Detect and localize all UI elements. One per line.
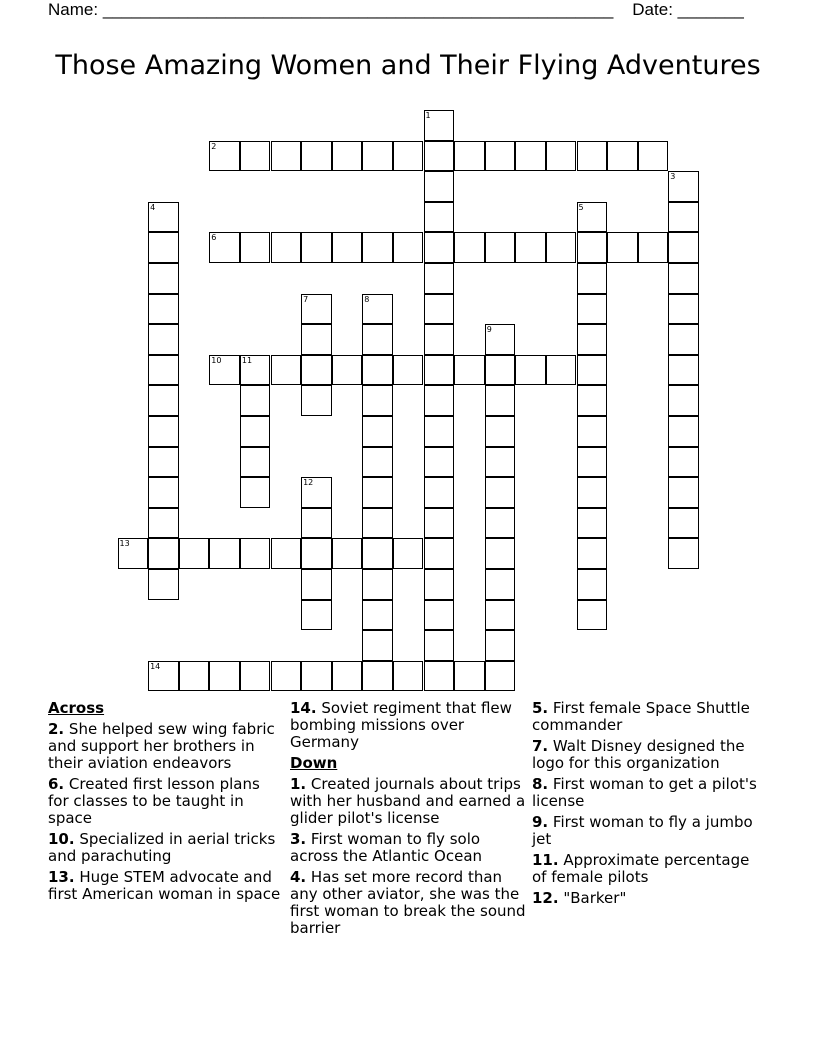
grid-cell[interactable] (577, 416, 608, 447)
grid-cell[interactable] (668, 416, 699, 447)
grid-cell[interactable] (179, 661, 210, 692)
grid-cell[interactable] (301, 600, 332, 631)
grid-cell[interactable] (577, 447, 608, 478)
grid-cell[interactable] (607, 232, 638, 263)
grid-cell[interactable] (638, 232, 669, 263)
grid-cell[interactable] (485, 477, 516, 508)
grid-cell[interactable] (485, 661, 516, 692)
grid-cell[interactable] (454, 232, 485, 263)
grid-cell[interactable] (362, 385, 393, 416)
page-title: Those Amazing Women and Their Flying Adventures (55, 50, 761, 81)
grid-cell[interactable] (271, 355, 302, 386)
grid-cell[interactable] (424, 141, 455, 172)
grid-cell[interactable] (454, 141, 485, 172)
cell-number: 13 (119, 539, 130, 549)
down-heading: Down (290, 754, 338, 772)
clue-text: Approximate percentage of female pilots (532, 851, 750, 886)
clue-down-9 (532, 814, 768, 848)
grid-cell[interactable] (332, 661, 363, 692)
grid-cell[interactable] (148, 538, 179, 569)
grid-cell[interactable] (209, 661, 240, 692)
grid-cell[interactable] (577, 141, 608, 172)
grid-cell[interactable] (577, 508, 608, 539)
grid-cell[interactable] (424, 171, 455, 202)
grid-cell[interactable] (393, 661, 424, 692)
grid-cell[interactable] (118, 538, 149, 569)
clue-number: 10. (48, 830, 75, 848)
date-blank[interactable]: _______ (677, 0, 744, 19)
clue-text: First woman to fly solo across the Atlantic Ocean (290, 830, 483, 865)
clue-text: Created first lesson plans for classes to be taught in space (48, 775, 260, 827)
clue-number: 3. (290, 830, 307, 848)
clue-text: Has set more record than any other aviator, she was the first woman to break the sound barrier (290, 868, 526, 937)
grid-cell[interactable] (240, 232, 271, 263)
grid-cell[interactable] (148, 294, 179, 325)
clue-number: 8. (532, 775, 549, 793)
grid-cell[interactable] (424, 538, 455, 569)
grid-cell[interactable] (301, 355, 332, 386)
grid-cell[interactable] (485, 630, 516, 661)
grid-cell[interactable] (393, 538, 424, 569)
grid-cell[interactable] (668, 538, 699, 569)
grid-cell[interactable] (148, 202, 179, 233)
grid-cell[interactable] (362, 538, 393, 569)
clue-down-4 (290, 869, 526, 937)
grid-cell[interactable] (577, 202, 608, 233)
grid-cell[interactable] (424, 202, 455, 233)
clue-number: 13. (48, 868, 75, 886)
cell-number: 11 (241, 355, 253, 365)
grid-cell[interactable] (424, 600, 455, 631)
grid-cell[interactable] (393, 232, 424, 263)
clue-number: 2. (48, 720, 65, 738)
clue-number: 1. (290, 775, 307, 793)
grid-cell[interactable] (362, 447, 393, 478)
grid-cell[interactable] (424, 630, 455, 661)
grid-cell[interactable] (424, 263, 455, 294)
grid-cell[interactable] (240, 447, 271, 478)
grid-cell[interactable] (301, 569, 332, 600)
grid-cell[interactable] (148, 447, 179, 478)
grid-cell[interactable] (485, 141, 516, 172)
grid-cell[interactable] (577, 324, 608, 355)
grid-cell[interactable] (424, 385, 455, 416)
grid-cell[interactable] (577, 385, 608, 416)
grid-cell[interactable] (668, 447, 699, 478)
grid-cell[interactable] (546, 355, 577, 386)
grid-cell[interactable] (179, 538, 210, 569)
grid-cell[interactable] (301, 141, 332, 172)
grid-cell[interactable] (485, 569, 516, 600)
clue-across-2 (48, 721, 284, 772)
grid-cell[interactable] (424, 324, 455, 355)
cell-number: 3 (670, 172, 676, 182)
grid-cell[interactable] (240, 477, 271, 508)
grid-cell[interactable] (424, 661, 455, 692)
grid-cell[interactable] (271, 232, 302, 263)
clue-number: 11. (532, 851, 559, 869)
clue-text: "Barker" (563, 889, 627, 907)
grid-cell[interactable] (362, 661, 393, 692)
grid-cell[interactable] (362, 600, 393, 631)
grid-cell[interactable] (332, 538, 363, 569)
grid-cell[interactable] (240, 661, 271, 692)
clue-down-8 (532, 776, 768, 810)
cell-number: 14 (150, 661, 161, 671)
grid-cell[interactable] (301, 538, 332, 569)
grid-cell[interactable] (485, 324, 516, 355)
grid-cell[interactable] (424, 447, 455, 478)
grid-cell[interactable] (240, 141, 271, 172)
clue-number: 14. (290, 699, 317, 717)
grid-cell[interactable] (577, 294, 608, 325)
grid-cell[interactable] (668, 385, 699, 416)
grid-cell[interactable] (332, 232, 363, 263)
grid-cell[interactable] (332, 355, 363, 386)
grid-cell[interactable] (148, 385, 179, 416)
name-blank[interactable]: ______________________________________________________ (102, 0, 614, 19)
grid-cell[interactable] (485, 447, 516, 478)
grid-cell[interactable] (668, 324, 699, 355)
clue-across-6 (48, 776, 284, 827)
grid-cell[interactable] (485, 416, 516, 447)
grid-cell[interactable] (424, 110, 455, 141)
clue-text: She helped sew wing fabric and support her brothers in their aviation endeavors (48, 720, 275, 772)
clue-text: First woman to fly a jumbo jet (532, 813, 753, 848)
grid-cell[interactable] (393, 141, 424, 172)
cell-number: 7 (303, 294, 309, 304)
clue-number: 5. (532, 699, 549, 717)
grid-cell[interactable] (240, 416, 271, 447)
clue-number: 4. (290, 868, 307, 886)
grid-cell[interactable] (240, 538, 271, 569)
grid-cell[interactable] (362, 355, 393, 386)
grid-cell[interactable] (362, 232, 393, 263)
clues-column-2 (290, 700, 526, 941)
grid-cell[interactable] (546, 232, 577, 263)
clue-number: 6. (48, 775, 65, 793)
grid-cell[interactable] (454, 661, 485, 692)
grid-cell[interactable] (301, 385, 332, 416)
grid-cell[interactable] (668, 202, 699, 233)
grid-cell[interactable] (332, 141, 363, 172)
cell-number: 1 (425, 111, 431, 120)
grid-cell[interactable] (148, 661, 179, 692)
grid-cell[interactable] (362, 416, 393, 447)
clue-text: Soviet regiment that flew bombing missions over Germany (290, 699, 512, 751)
cell-number: 5 (578, 202, 584, 212)
cell-number: 10 (211, 355, 222, 365)
grid-cell[interactable] (515, 141, 546, 172)
clue-text: Created journals about trips with her husband and earned a glider pilot's license (290, 775, 526, 827)
grid-cell[interactable] (209, 232, 240, 263)
grid-cell[interactable] (607, 141, 638, 172)
clue-text: First woman to get a pilot's license (532, 775, 757, 810)
grid-cell[interactable] (301, 661, 332, 692)
grid-cell[interactable] (240, 385, 271, 416)
cell-number: 4 (150, 202, 156, 212)
grid-cell[interactable] (485, 538, 516, 569)
clue-down-3 (290, 831, 526, 865)
cell-number: 9 (486, 325, 492, 335)
grid-cell[interactable] (424, 232, 455, 263)
grid-cell[interactable] (668, 232, 699, 263)
grid-cell[interactable] (301, 477, 332, 508)
clue-text: Huge STEM advocate and first American woman in space (48, 868, 281, 903)
grid-cell[interactable] (301, 294, 332, 325)
across-heading: Across (48, 699, 105, 717)
grid-cell[interactable] (454, 355, 485, 386)
grid-cell[interactable] (209, 141, 240, 172)
grid-cell[interactable] (515, 355, 546, 386)
grid-cell[interactable] (271, 661, 302, 692)
grid-cell[interactable] (271, 141, 302, 172)
clue-text: Walt Disney designed the logo for this organization (532, 737, 745, 772)
grid-cell[interactable] (424, 508, 455, 539)
cell-number: 12 (303, 478, 314, 488)
clue-text: First female Space Shuttle commander (532, 699, 750, 734)
clues-column-1 (48, 700, 284, 907)
date-label: Date: (632, 0, 673, 19)
clue-number: 7. (532, 737, 549, 755)
clue-down-12 (532, 890, 768, 907)
grid-cell[interactable] (485, 600, 516, 631)
grid-cell[interactable] (424, 477, 455, 508)
clue-number: 9. (532, 813, 549, 831)
grid-cell[interactable] (148, 324, 179, 355)
clue-number: 12. (532, 889, 559, 907)
grid-cell[interactable] (424, 355, 455, 386)
grid-cell[interactable] (148, 232, 179, 263)
clue-down-11 (532, 852, 768, 886)
grid-cell[interactable] (301, 232, 332, 263)
clue-down-5 (532, 700, 768, 734)
grid-cell[interactable] (148, 263, 179, 294)
grid-cell[interactable] (485, 385, 516, 416)
grid-cell[interactable] (362, 324, 393, 355)
clue-across-13 (48, 869, 284, 903)
grid-cell[interactable] (577, 355, 608, 386)
grid-cell[interactable] (271, 538, 302, 569)
grid-cell[interactable] (362, 477, 393, 508)
grid-cell[interactable] (485, 508, 516, 539)
grid-cell[interactable] (485, 355, 516, 386)
grid-cell[interactable] (148, 477, 179, 508)
grid-cell[interactable] (515, 232, 546, 263)
grid-cell[interactable] (577, 477, 608, 508)
grid-cell[interactable] (546, 141, 577, 172)
grid-cell[interactable] (301, 324, 332, 355)
grid-cell[interactable] (424, 416, 455, 447)
clue-across-10 (48, 831, 284, 865)
clue-down-1 (290, 776, 526, 827)
grid-cell[interactable] (148, 416, 179, 447)
grid-cell[interactable] (668, 294, 699, 325)
clue-text: Specialized in aerial tricks and parachuting (48, 830, 276, 865)
grid-cell[interactable] (209, 355, 240, 386)
grid-cell[interactable] (668, 171, 699, 202)
grid-cell[interactable] (424, 294, 455, 325)
clues-column-3 (532, 700, 768, 911)
cell-number: 2 (211, 141, 217, 151)
grid-cell[interactable] (362, 294, 393, 325)
grid-cell[interactable] (668, 355, 699, 386)
grid-cell[interactable] (668, 477, 699, 508)
grid-cell[interactable] (424, 569, 455, 600)
cell-number: 6 (211, 233, 217, 243)
grid-cell[interactable] (362, 630, 393, 661)
grid-cell[interactable] (638, 141, 669, 172)
grid-cell[interactable] (668, 508, 699, 539)
grid-cell[interactable] (577, 263, 608, 294)
grid-cell[interactable] (362, 141, 393, 172)
grid-cell[interactable] (362, 508, 393, 539)
grid-cell[interactable] (362, 569, 393, 600)
cell-number: 8 (364, 294, 370, 304)
grid-cell[interactable] (301, 508, 332, 539)
grid-cell[interactable] (393, 355, 424, 386)
grid-cell[interactable] (577, 538, 608, 569)
name-label: Name: (48, 0, 99, 19)
grid-cell[interactable] (148, 508, 179, 539)
grid-cell[interactable] (240, 355, 271, 386)
grid-cell[interactable] (577, 569, 608, 600)
clue-down-7 (532, 738, 768, 772)
grid-cell[interactable] (577, 232, 608, 263)
grid-cell[interactable] (148, 355, 179, 386)
grid-cell[interactable] (668, 263, 699, 294)
grid-cell[interactable] (485, 232, 516, 263)
clue-across-14 (290, 700, 526, 751)
grid-cell[interactable] (148, 569, 179, 600)
grid-cell[interactable] (209, 538, 240, 569)
grid-cell[interactable] (577, 600, 608, 631)
